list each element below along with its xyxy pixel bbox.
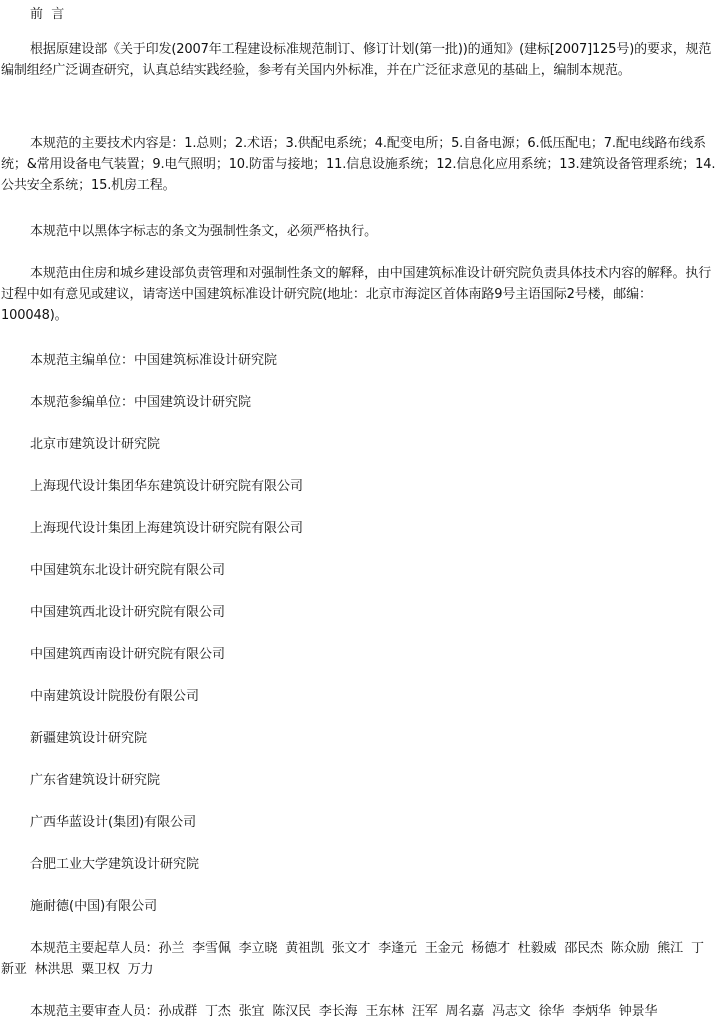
participating-unit: 中国建筑西南设计研究院有限公司 — [30, 647, 226, 662]
editor-in-chief-unit: 本规范主编单位：中国建筑标准设计研究院 — [30, 353, 278, 368]
paragraph-administration: 本规范由住房和城乡建设部负责管理和对强制性条文的解释，由中国建筑标准设计研究院负责具体技术内容的解释。执行过程中如有意见或建议，请寄送中国建筑标准设计研究院(地址：北京市海淀区首体南路9号主语国际2号楼，邮编：100048)。 — [1, 266, 712, 323]
participating-unit: 中国建筑西北设计研究院有限公司 — [30, 605, 226, 620]
participating-unit: 本规范参编单位：中国建筑设计研究院 — [30, 395, 252, 410]
reviewers-list: 本规范主要审查人员：孙成群 丁杰 张宜 陈汉民 李长海 王东林 汪军 周名嘉 冯志文 徐华 李炳华 钟景华 — [30, 1004, 658, 1019]
participating-unit: 上海现代设计集团华东建筑设计研究院有限公司 — [30, 479, 304, 494]
document-heading: 前 言 — [30, 7, 65, 22]
paragraph-basis: 根据原建设部《关于印发(2007年工程建设标准规范制订、修订计划(第一批))的通知》(建标[2007]125号)的要求，规范编制组经广泛调查研究，认真总结实践经验，参考有关国内外标准，并在广泛征求意见的基础上，编制本规范。 — [1, 42, 712, 78]
participating-unit: 北京市建筑设计研究院 — [30, 437, 161, 452]
participating-unit: 合肥工业大学建筑设计研究院 — [30, 857, 200, 872]
paragraph-mandatory-clauses: 本规范中以黑体字标志的条文为强制性条文，必须严格执行。 — [30, 224, 377, 239]
participating-unit: 上海现代设计集团上海建筑设计研究院有限公司 — [30, 521, 304, 536]
participating-unit: 施耐德(中国)有限公司 — [30, 899, 158, 914]
participating-unit: 中南建筑设计院股份有限公司 — [30, 689, 200, 704]
participating-unit: 新疆建筑设计研究院 — [30, 731, 148, 746]
participating-unit: 广东省建筑设计研究院 — [30, 773, 161, 788]
drafters-list: 本规范主要起草人员：孙兰 李雪佩 李立晓 黄祖凯 张文才 李逢元 王金元 杨德才 杜毅威 邵民杰 陈众励 熊江 丁新亚 林洪思 粟卫权 万力 — [1, 941, 704, 977]
paragraph-technical-content: 本规范的主要技术内容是：1.总则；2.术语；3.供配电系统；4.配变电所；5.自备电源；6.低压配电；7.配电线路布线系统；&常用设备电气装置；9.电气照明；10.防雷与接地；11.信息设施系统；12.信息化应用系统；13.建筑设备管理系统；14.公共安全系统；15.机房工程。 — [1, 136, 716, 193]
participating-unit: 广西华蓝设计(集团)有限公司 — [30, 815, 197, 830]
participating-unit: 中国建筑东北设计研究院有限公司 — [30, 563, 226, 578]
